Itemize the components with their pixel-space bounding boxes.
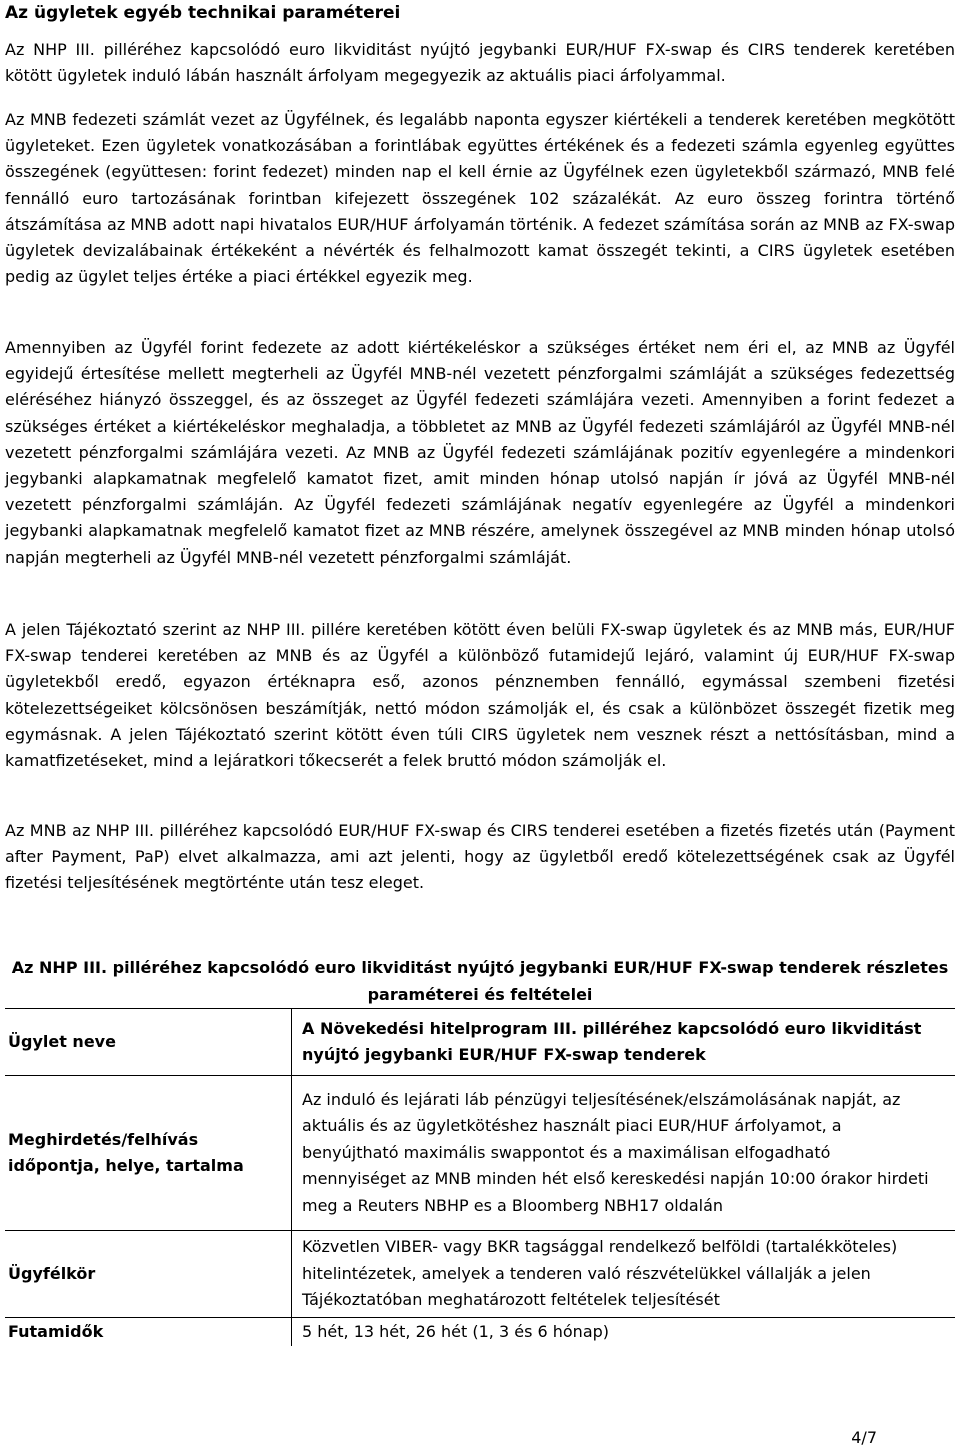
- row-label: Futamidők: [5, 1318, 292, 1346]
- row-label: Ügylet neve: [5, 1009, 292, 1076]
- paragraph-exchange-rate: Az NHP III. pilléréhez kapcsolódó euro likviditást nyújtó jegybanki EUR/HUF FX-swap és CIRS tenderek keretében kötött ügyletek induló lábán használt árfolyam megegyezik az aktuális piaci árfolyammal.: [5, 40, 955, 86]
- paragraph-collateral-adjustment: Amennyiben az Ügyfél forint fedezete az adott kiértékeléskor a szükséges értéket nem éri el, az MNB az Ügyfél egyidejű értesítése mellett megterheli az Ügyfél MNB-nél vezetett pénzforgalmi számláját a szükséges fedezettség eléréséhez hiányzó összeggel, és az összeget az Ügyfél fedezeti számlájára vezeti. Amennyiben a forint fedezet a szükséges értéket a kiértékeléskor meghaladja, a többletet az MNB az Ügyfél fedezeti számlájáról az Ügyfél MNB-nél vezetett pénzforgalmi számlájára vezeti. Az MNB az Ügyfél fedezeti számlájának pozitív egyenlegére a mindenkori jegybanki alapkamatnak megfelelő kamatot fizet, amit minden hónap utolsó napján ír jóvá az Ügyfél MNB-nél vezetett pénzforgalmi számláján. Az Ügyfél fedezeti számlájának negatív egyenlegére az Ügyfél a mindenkori jegybanki alapkamatnak megfelelő kamatot fizet az MNB részére, amelynek összegével az MNB minden hónap utolsó napján megterheli az Ügyfél MNB-nél vezetett pénzforgalmi számláját.: [5, 338, 955, 567]
- table-row: [5, 1231, 955, 1318]
- section-title: Az ügyletek egyéb technikai paraméterei: [5, 3, 401, 23]
- row-label: Meghirdetés/felhívás időpontja, helye, tartalma: [5, 1076, 292, 1231]
- paragraph-netting: A jelen Tájékoztató szerint az NHP III. pillére keretében kötött éven belüli FX-swap ügyletek és az MNB más, EUR/HUF FX-swap tenderei keretében az MNB és az Ügyfél a különböző futamidejű lejáró, valamint új EUR/HUF FX-swap ügyletekből eredő, egyazon értéknapra eső, azonos pénznemben fennálló, egymással szembeni fizetési kötelezettségeiket kölcsönösen beszámítják, nettó módon számolják el, és csak a különbözet összegét fizetik meg egymásnak. A jelen Tájékoztató szerint kötött éven túli CIRS ügyletek nem vesznek részt a nettósításban, mind a kamatfizetéseket, mind a lejáratkori tőkecserét a felek bruttó módon számolják el.: [5, 620, 955, 771]
- paragraph-payment-after-payment: Az MNB az NHP III. pilléréhez kapcsolódó EUR/HUF FX-swap és CIRS tenderei esetében a fizetés fizetés után (Payment after Payment, PaP) elvet alkalmazza, ami azt jelenti, hogy az ügyletből eredő kötelezettségének csak az Ügyfél fizetési teljesítésének megtörténte után tesz eleget.: [5, 821, 955, 893]
- table-title: Az NHP III. pilléréhez kapcsolódó euro likviditást nyújtó jegybanki EUR/HUF FX-swap tenderek részletes paraméterei és feltételei: [11, 958, 949, 1004]
- table-row: [5, 1009, 955, 1076]
- row-label: Ügyfélkör: [5, 1231, 292, 1318]
- row-value: Közvetlen VIBER- vagy BKR tagsággal rendelkező belföldi (tartalékköteles) hitelintézetek, amelyek a tenderen való részvételükkel vállalják a jelen Tájékoztatóban meghatározott feltételek teljesítését: [292, 1231, 956, 1318]
- table-row: [5, 1076, 955, 1231]
- row-value: Az induló és lejárati láb pénzügyi teljesítésének/elszámolásának napját, az aktuális és az ügyletkötéshez használt piaci EUR/HUF árfolyamot, a benyújtható maximális swappontot és a maximálisan elfogadható mennyiséget az MNB minden hét első kereskedési napján 10:00 órakor hirdeti meg a Reuters NBHP es a Bloomberg NBH17 oldalán: [292, 1076, 956, 1231]
- table-row: [5, 1318, 955, 1346]
- row-value: 5 hét, 13 hét, 26 hét (1, 3 és 6 hónap): [302, 1322, 610, 1341]
- page-number: 4/7: [851, 1428, 877, 1447]
- row-value: A Növekedési hitelprogram III. pilléréhez kapcsolódó euro likviditást nyújtó jegybanki EUR/HUF FX-swap tenderek: [292, 1009, 956, 1076]
- parameters-table: [5, 1008, 955, 1346]
- paragraph-collateral-account: Az MNB fedezeti számlát vezet az Ügyfélnek, és legalább naponta egyszer kiértékeli a tenderek keretében megkötött ügyleteket. Ezen ügyletek vonatkozásában a forintlábak együttes értékének és a fedezeti számla egyenleg együttes összegének (együttesen: forint fedezet) minden nap el kell érnie az Ügyfélnek ezen ügyletekből származó, MNB felé fennálló euro tartozásának forintban kifejezett összegének 102 százalékát. Az euro összeg forintra történő átszámítása az MNB adott napi hivatalos EUR/HUF árfolyamán történik. A fedezet számítása során az MNB az FX-swap ügyletek devizalábainak értékeként a névérték és felhalmozott kamat összegét tekinti, a CIRS ügyletek esetében pedig az ügylet teljes értéke a piaci értékkel egyezik meg.: [5, 110, 955, 287]
